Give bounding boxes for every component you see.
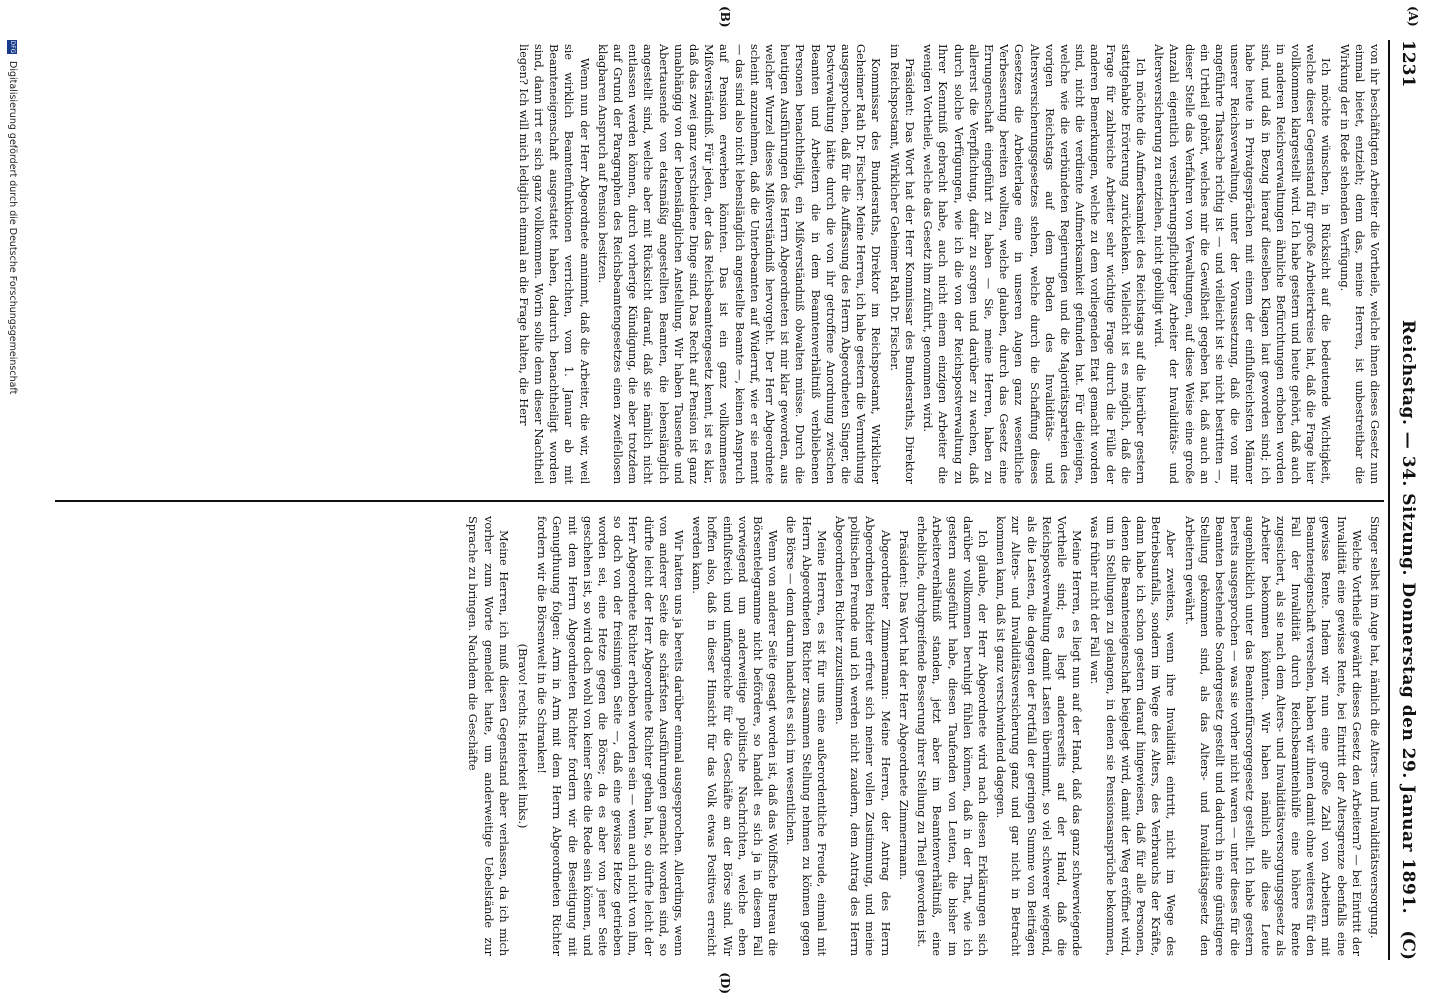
speaker-paragraph: Präsident: Das Wort hat der Herr Abgeordnete Zimmermann. (896, 530, 911, 881)
margin-marker-c: (C) (1398, 930, 1418, 960)
paragraph: Meine Herren, es liegt nun auf der Hand, daß das ganz schwerwiegende Vortheile sind; es liegt andererseits auf der Hand, daß die Reichspostverwaltung damit Lasten übernimmt, so viel schwerer wiegend, als die Lasten, die dagegen der Fortfall der geringen Summe von Beiträgen zur Alters- und Invaliditätsversicherung ganz und gar nicht in Betracht kommen kann, daß ist ganz verschwindend dagegen. (994, 516, 1085, 956)
speaker-paragraph: Abgeordneter Zimmermann: Meine Herren, der Antrag des Herrn Abgeordneten Richter erfreut sich meiner vollen Zustimmung, und meine politischen Freunde und ich werden nicht zaudern, dem Antrag des Herrn Abgeordneten Richter zuzustimmen. (833, 516, 893, 956)
paragraph: Welche Vortheile gewährt dieses Gesetz den Arbeitern? — bei Eintritt der Invalidität eine gewisse Rente, bei Eintritt der Altersgrenze ebenfalls eine gewisse Rente. Indem wir nun eine große Zahl von Arbeitern mit Beamteneigenschaft versehen, haben wir ihnen damit ohne weiteres für den Fall der Invalidität durch Reichsbeamtenhülfe eine höhere Rente zugesichert, als sie nach dem Alters- und Invaliditätsversorgungsgesetz als Arbeiter bekommen könnten. Wir haben nämlich alle diese Leute augenblicklich unter das Beamtenfürsorgegesetz gestellt. Ich habe gestern bereits ausgesprochen — was sie vorher nicht waren — unter dieses für die Beamten bestehende Sondergesetz gestellt und dadurch in eine günstigere Stellung gekommen sind, als das Alters- und Invaliditätsgesetz den Arbeitern gewährt. (1182, 516, 1364, 956)
speaker-paragraph: Präsident: Das Wort hat der Herr Kommissar des Bundesraths, Direktor im Reichspostamt, Wirklicher Geheimer Rath Dr. Fischer. (887, 44, 917, 484)
page-header (1388, 40, 1424, 960)
credit-text: Digitalisierung gefördert durch die Deutsche Forschungsgemeinschaft (7, 61, 18, 395)
running-title: Reichstag. — 34. Sitzung. Donnerstag den 29. Januar 1891. (1398, 320, 1418, 915)
paragraph: von ihr beschäftigten Arbeiter die Vortheile, welche ihnen dieses Gesetz nun einmal bietet, entzieht; denn das, meine Herren, ist unbestreitbar die Wirkung der in Rede stehenden Verfügung. (1337, 44, 1382, 484)
digitization-credit (4, 40, 18, 394)
paragraph: Wenn nun der Herr Abgeordnete annimmt, daß die Arbeiter, die wir, weil sie wirklich Beamtenfunktionen verrichten, vom 1. Januar ab mit Beamteneigenschaft ausgestattet haben, dadurch benachtheiligt worden sind, dann irrt er sich ganz vollkommen. Worin sollte denn dieser Nachtheil liegen? Ich will mich lediglich einmal an die Frage halten, die Herr (516, 44, 592, 484)
paragraph: Singer selbst im Auge hat, nämlich die Alters- und Invaliditätsversorgung. (1368, 516, 1382, 939)
margin-marker-d: (D) (718, 972, 732, 994)
text-column-left (55, 44, 1382, 484)
page-number: 1231 (1398, 40, 1418, 88)
column-divider (55, 500, 1384, 502)
paragraph: Ich möchte die Aufmerksamkeit des Reichstags auf die hierüber gestern stattgehabte Erörterung zurücklenken. Vielleicht ist es möglich, daß die Frage für zahlreiche Arbeiter sehr wichtige Frage durch die Fülle der anderen Bemerkungen, welche zu dem vorliegenden Etat gemacht worden sind, nicht die verdiente Aufmerksamkeit gefunden hat. Für diejenigen, welche wie die verbündeten Regierungen und die Majoritätsparteien des vorigen Reichstags auf dem Boden des Invaliditäts- und Altersversicherungsgesetzes stehen, welche durch die Schaffung dieses Gesetzes die Arbeiterlage eine in unseren Augen ganz wesentliche Verbesserung bereiten wollten, welche glauben, durch das Gesetz eine Errungenschaft eingeführt zu haben — Sie, meine Herren, haben zu allererst die Verpflichtung, dafür zu sorgen und darüber zu wachen, daß durch solche Verfügungen, wie ich die von der Reichspostverwaltung zu Ihrer Kenntniß gebracht habe, auch nicht einem einzigen Arbeiter die wenigen Vortheile, welche das Gesetz ihm zuführt, genommen wird. (921, 44, 1148, 484)
paragraph: Aber zweitens, wenn ihre Invalidität eintritt, nicht im Wege des Betriebsunfalls, sondern im Wege des Alters, des Verbrauchs der Kräfte, dann habe ich schon gestern darauf hingewiesen, daß für alle Personen, denen die Beamteneigenschaft beigelegt wird, damit der Weg eröffnet wird, um in Stellungen zu gelangen, in denen sie Pensionsansprüche bekommen, was früher nicht der Fall war. (1088, 516, 1179, 956)
margin-marker-a: (A) (1406, 6, 1420, 27)
speaker-paragraph: Kommissar des Bundesraths, Direktor im Reichspostamt, Wirklicher Geheimer Rath Dr. Fischer: Meine Herren, ich habe gestern die Vermuthung ausgesprochen, daß für die Auffassung des Herrn Abgeordneten Singer, die Postverwaltung hätte durch die von ihr getroffene Anordnung zwischen Beamten und Arbeitern die in dem Beamtenverhältniß verbliebenen Personen benachtheiligt, ein Mißverständniß obwalten müsse. Durch die heutigen Ausführungen des Herrn Abgeordneten ist mir klar geworden, aus welcher Wurzel dieses Mißverständniß hervorgeht. Der Herr Abgeordnete scheint anzunehmen, daß die Unterbeamten auf Widerruf, wie er sie nennt — das sind also nicht lebenslänglich angestellte Beamte —, keinen Anspruch auf Pension erwerben könnten. Das ist ein ganz vollkommenes Mißverständniß. Für jeden, der das Reichsbeamtengesetz kennt, ist es klar, daß das zwei ganz verschiedene Dinge sind. Das Recht auf Pension ist ganz unabhängig von der lebenslänglichen Anstellung. Wir haben Tausende und Abertausende von etatsmäßig angestellten Beamten, die lebenslänglich angestellt sind, welche aber mit Rücksicht darauf, daß sie nämlich nicht entlassen werden können, durch vorherige Kündigung, die aber trotzdem auf Grund der Paragraphen des Reichsbeamtengesetzes einen zweifellosen klagbaren Anspruch auf Pension besitzen. (595, 44, 884, 484)
paragraph: Meine Herren, ich muß diesen Gegenstand aber verlassen, da ich mich vorher zum Worte gemeldet hatte, um anderweitige Uebelstände zur Sprache zu bringen. Nachdem die Geschäfte (466, 516, 511, 956)
dfg-logo-icon: DFG (9, 40, 17, 54)
interjection: (Bravo! rechts. Heiterkeit links.) (516, 643, 531, 829)
paragraph: Wenn von anderer Seite gesagt worden ist, daß das Wolffsche Bureau die Börsentelegramme nicht befördere, so handelt es sich ja in diesem Fall vorwiegend um anderweitige politische Nachrichten, welche eben einflußreich und umfangreiche für die Geschäfte an der Börse sind. Wir hoffen also, daß in dieser Hinsicht für das Volk etwas Positives erreicht werden kann. (690, 516, 781, 956)
paragraph: Ich möchte wünschen, in Rücksicht auf die bedeutende Wichtigkeit, welche dieser Gegenstand für große Arbeiterkreise hat, daß die Frage hier vollkommen klargestellt wird. Ich habe gestern und heute gehört, daß auch in anderen Reichsverwaltungen ähnliche Befürchtungen erhoben worden sind, und daß in Bezug hierauf dieselben Klagen laut geworden sind; ich habe heute in Privatgesprächen mit einem der einflußreichsten Männer unserer Reichsverwaltung, unter der Voraussetzung, daß die von mir angeführte Thatsache richtig ist — und vielleicht ist sie nicht bestritten —, ein Urtheil gehört, welches mir die Gewißheit gegeben hat, daß auch an dieser Stelle das Verfahren von Verwaltungen, auf diese Weise eine große Anzahl eigentlich versicherungspflichtiger Arbeiter der Invaliditäts- und Altersversicherung zu entziehen, nicht gebilligt wird. (1152, 44, 1334, 484)
text-column-right (55, 516, 1382, 956)
paragraph: Ich glaube, der Herr Abgeordnete wird nach diesen Erklärungen sich darüber vollkommen beruhigt fühlen können, daß in der That, wie ich gestern ausgeführt habe, diesen Taufenden von Leuten, die bisher im Arbeiterverhältniß standen, jetzt aber im Beamtenverhältniß, eine erhebliche, durchgreifende Besserung ihrer Stellung zu Theil geworden ist. (915, 516, 990, 956)
paragraph: Wir hatten uns ja bereits darüber einmal ausgesprochen. Allerdings, wenn von anderer Seite die schärfsten Ausführungen gemacht worden sind, so dürfte leicht der Herr Abgeordnete Richter gethan hat, so dürfte leicht der Herr Abgeordnete Richter erhoben worden sein — wenn auch nicht von ihm, so doch von der freisinnigen Seite —, daß eine gewisse Hetze getrieben worden sei, eine Hetze gegen die Börse; da es aber von jener Seite geschehen ist, so wird doch wohl von keiner Seite die Rede sein können, und mit dem Herrn Abgeordneten Richter fordern wir die Beseitigung mit Genugthuung folgen: Arm in Arm mit dem Herrn Abgeordneten Richter fordern wir die Börsenwelt in die Schranken! (535, 516, 687, 956)
margin-marker-b: (B) (718, 6, 732, 28)
paragraph: Meine Herren, es ist für uns eine außerordentliche Freude, einmal mit Herrn Abgeordneten Richter zusammen Stellung nehmen zu können gegen die Börse — denn darum handelt es sich im wesentlichen. (784, 516, 829, 956)
